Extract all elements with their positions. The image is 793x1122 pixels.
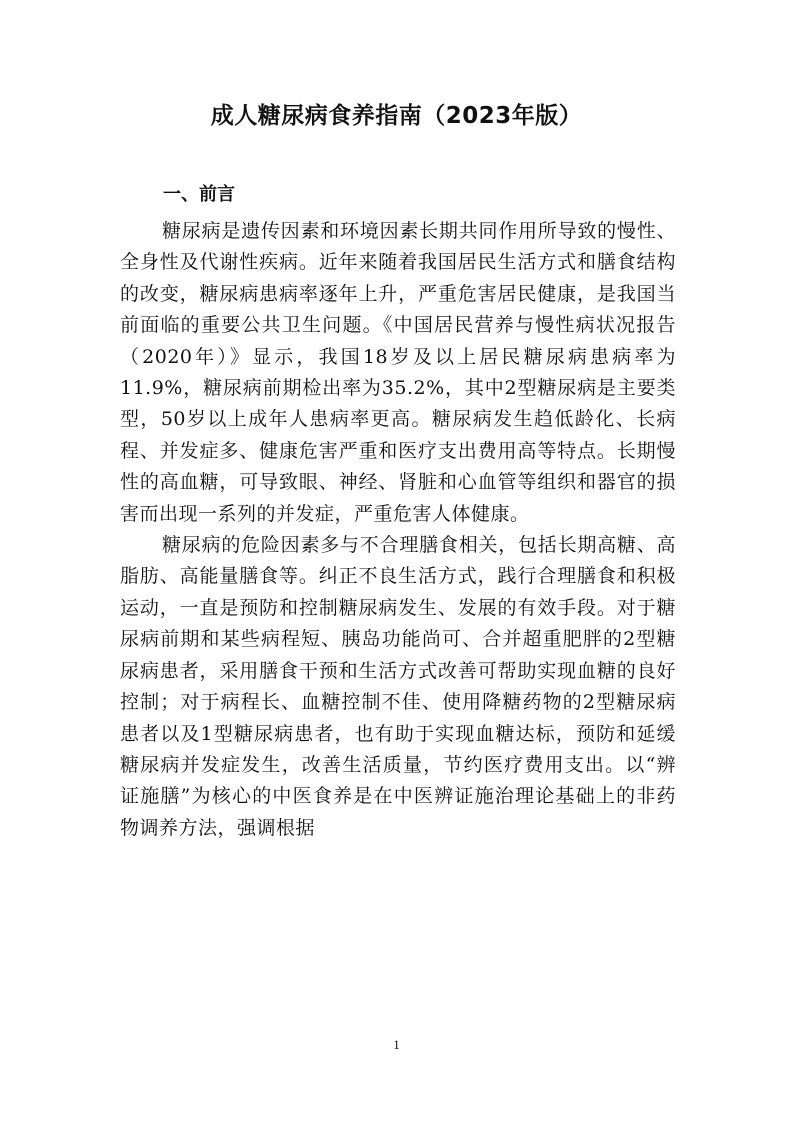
- body-text: [120, 216, 676, 844]
- page-number: 1: [393, 1037, 400, 1052]
- paragraph-2: 糖尿病的危险因素多与不合理膳食相关，包括长期高糖、高脂肪、高能量膳食等。纠正不良生活方式，践行合理膳食和积极运动，一直是预防和控制糖尿病发生、发展的有效手段。对于糖尿病前期和某些病程短、胰岛功能尚可、合并超重肥胖的2型糖尿病患者，采用膳食干预和生活方式改善可帮助实现血糖的良好控制；对于病程长、血糖控制不佳、使用降糖药物的2型糖尿病患者以及1型糖尿病患者，也有助于实现血糖达标，预防和延缓糖尿病并发症发生，改善生活质量，节约医疗费用支出。以“辨证施膳”为核心的中医食养是在中医辨证施治理论基础上的非药物调养方法，强调根据: [120, 534, 676, 839]
- paragraph-1: 糖尿病是遗传因素和环境因素长期共同作用所导致的慢性、全身性及代谢性疾病。近年来随着我国居民生活方式和膳食结构的改变，糖尿病患病率逐年上升，严重危害居民健康，是我国当前面临的重要公共卫生问题。《中国居民营养与慢性病状况报告（2020年）》显示，我国18岁及以上居民糖尿病患病率为11.9%，糖尿病前期检出率为35.2%，其中2型糖尿病是主要类型，50岁以上成年人患病率更高。糖尿病发生趋低龄化、长病程、并发症多、健康危害严重和医疗支出费用高等特点。长期慢性的高血糖，可导致眼、神经、肾脏和心血管等组织和器官的损害而出现一系列的并发症，严重危害人体健康。: [120, 220, 676, 525]
- section-heading: 一、前言: [163, 184, 235, 205]
- document-title: 成人糖尿病食养指南（2023年版）: [210, 103, 583, 129]
